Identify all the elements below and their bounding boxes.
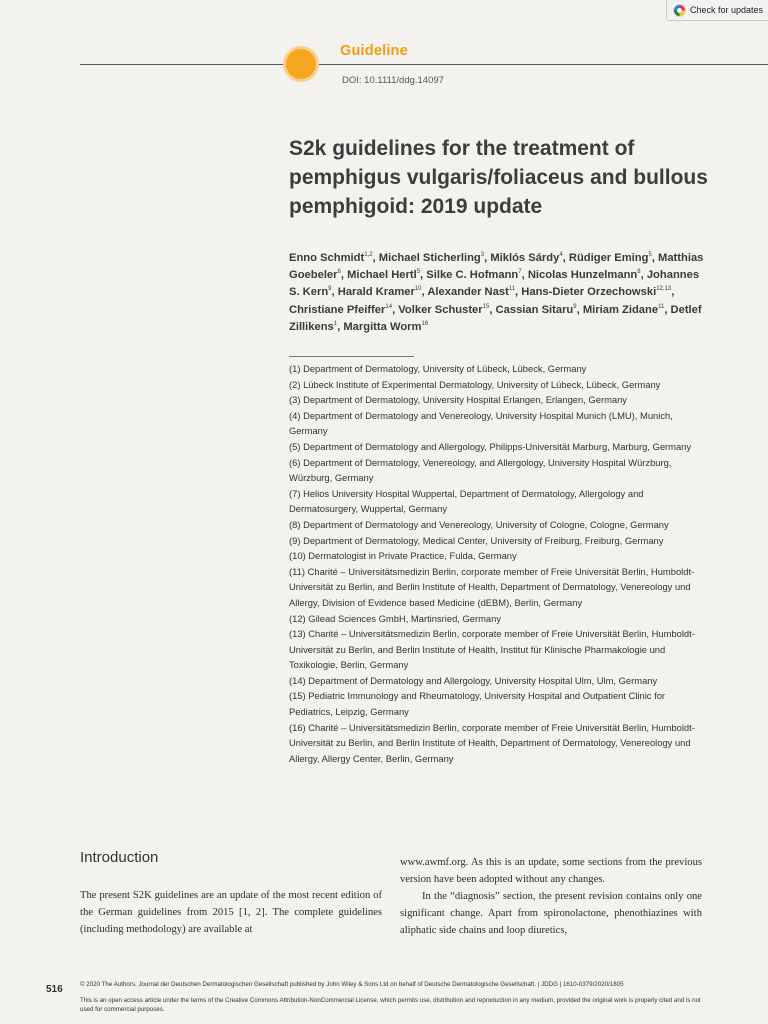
affiliation-item: (16) Charité – Universitätsmedizin Berlin, corporate member of Freie Universität Berlin, Humboldt-Universität zu Berlin, and Berlin Institute of Health, Department of Dermatology, Venereology und Allergy, Allergy Center, Berlin, Germany: [289, 721, 695, 764]
author-affiliation-ref: 9: [328, 286, 332, 293]
author-name: Detlef Zillikens: [289, 303, 702, 333]
author-affiliation-ref: 11: [508, 286, 516, 293]
author-affiliation-ref: 11: [658, 303, 665, 310]
author: [496, 304, 577, 316]
affiliation-item: (6) Department of Dermatology, Venereology, and Allergology, University Hospital Würzburg, Würzburg, Germany: [289, 456, 672, 484]
introduction-paragraph: www.awmf.org. As this is an update, some sections from the previous version have been adopted without any changes.: [400, 857, 702, 885]
introduction-paragraph: The present S2K guidelines are an update of the most recent edition of the German guidelines from 2015 [1, 2]. The complete guidelines (including methodology) are available at: [80, 890, 382, 935]
affiliation-item: (15) Pediatric Immunology and Rheumatology, University Hospital and Outpatient Clinic for Pediatrics, Leipzig, Germany: [289, 690, 666, 718]
author: [427, 286, 515, 298]
author-name: Silke C. Hofmann: [426, 269, 519, 282]
author-name: Michael Sticherling: [378, 252, 481, 264]
author-affiliation-ref: 7: [518, 269, 522, 276]
copyright-notice: © 2020 The Authors. Journal der Deutschen Dermatologischen Gesellschaft published by John Wiley & Sons Ltd on behalf of Deutsche Dermatologische Gesellschaft. | JDDG | 1610-0379/2020/1805: [80, 981, 624, 988]
affiliation-item: (2) Lübeck Institute of Experimental Dermatology, University of Lübeck, Lübeck, Germany: [289, 378, 661, 390]
author: [289, 304, 392, 316]
author: [347, 269, 420, 281]
author-affiliation-ref: 5: [648, 252, 652, 258]
affiliation-item: (11) Charité – Universitätsmedizin Berlin, corporate member of Freie Universität Berlin, Humboldt-Universität zu Berlin, and Berlin Institute of Health, Department of Dermatology, Venereology und Allergy, Division of Evidence based Medicine (dEBM), Berlin, Germany: [289, 565, 695, 608]
affiliation-item: (4) Department of Dermatology and Venereology, University Hospital Munich (LMU), Munich, Germany: [289, 409, 673, 437]
author-affiliation-ref: 5: [416, 269, 421, 276]
author-affiliation-ref: 12,13: [656, 286, 672, 293]
author: [289, 252, 373, 264]
section-marker-dot: [286, 49, 316, 79]
article-title: S2k guidelines for the treatment of pemphigus vulgaris/foliaceus and bullous pemphigoid: 2019 update: [289, 137, 708, 218]
author-name: Harald Kramer: [337, 286, 415, 299]
author-affiliation-ref: 14: [385, 303, 393, 310]
author-name: Rüdiger Eming: [568, 252, 649, 264]
author: [343, 321, 428, 333]
author-name: Michael Hertl: [347, 269, 417, 282]
author-name: Miklós Sárdy: [490, 252, 560, 264]
section-label: Guideline: [340, 43, 408, 59]
affiliation-item: (1) Department of Dermatology, University of Lübeck, Lübeck, Germany: [289, 363, 587, 374]
author: [426, 269, 521, 281]
author-affiliation-ref: 6: [337, 269, 341, 276]
author-affiliation-ref: 4: [559, 252, 563, 258]
author: [528, 269, 641, 281]
introduction-paragraph: In the “diagnosis” section, the present revision contains only one significant change. Apart from spironolactone, phenothiazines with aliphatic side chains and loop diuretics,: [400, 891, 702, 936]
author-name: Alexander Nast: [427, 286, 509, 299]
affiliation-item: (5) Department of Dermatology and Allergology, Philipps-Universität Marburg, Marburg, Germany: [289, 440, 692, 452]
author-name: Matthias Goebeler: [289, 252, 704, 282]
introduction-heading: Introduction: [80, 849, 159, 866]
author: [521, 286, 671, 298]
author-name: Cassian Sitaru: [495, 303, 574, 316]
check-for-updates-label: Check for updates: [690, 5, 764, 15]
affiliation-item: (8) Department of Dermatology and Venereology, University of Cologne, Cologne, Germany: [289, 518, 669, 530]
check-for-updates-button[interactable]: [666, 0, 768, 21]
affiliation-item: (3) Department of Dermatology, University Hospital Erlangen, Erlangen, Germany: [289, 394, 627, 406]
author: [398, 304, 489, 316]
author-divider: [289, 356, 414, 357]
author-affiliation-ref: 10: [414, 286, 422, 293]
author-name: Volker Schuster: [398, 303, 483, 316]
author: [583, 304, 664, 316]
author-affiliation-ref: 1: [333, 320, 338, 327]
author-affiliation-ref: 8: [637, 269, 641, 276]
author-affiliation-ref: 3: [480, 252, 485, 258]
author: [379, 252, 484, 264]
author-name: Enno Schmidt: [289, 252, 365, 264]
author-name: Christiane Pfeiffer: [289, 303, 386, 316]
author-name: Hans-Dieter Orzechowski: [521, 286, 657, 299]
affiliation-item: (7) Helios University Hospital Wuppertal, Department of Dermatology, Allergology and Dermatosurgery, Wuppertal, Germany: [289, 487, 644, 515]
affiliation-item: (13) Charité – Universitätsmedizin Berlin, corporate member of Freie Universität Berlin, Humboldt-Universität zu Berlin, and Berlin Institute of Health, Institut für Klinische Pharmakologie und Toxikologie, Berlin, Germany: [289, 628, 695, 671]
author: [490, 252, 562, 264]
author-name: Miriam Zidane: [582, 303, 659, 316]
author-affiliation-ref: 1,2: [364, 252, 373, 258]
author-affiliation-ref: 9: [573, 303, 577, 310]
license-notice: This is an open access article under the terms of the Creative Commons Attribution-NonCommercial License, which permits use, distribution and reproduction in any medium, provided the original work is properly cited and is not used for commercial purposes.: [80, 997, 701, 1013]
author-name: Johannes S. Kern: [289, 269, 700, 299]
author-name: Nicolas Hunzelmann: [527, 269, 638, 282]
crossmark-icon: [673, 4, 686, 17]
affiliation-item: (9) Department of Dermatology, Medical Center, University of Freiburg, Freiburg, Germany: [289, 534, 664, 546]
author-affiliation-ref: 16: [421, 320, 429, 327]
author-name: Margitta Worm: [343, 320, 422, 333]
author: [569, 252, 652, 264]
author-list: Enno Schmidt$^{1,2}$, Michael Sticherling$^3$, Miklós Sárdy$^4$, Rüdiger Eming$^5$, Matthias Goebeler$^6$, Michael Hertl$^5$, Silke C. Hofmann$^7$, Nicolas Hunzelmann$^8$, Johannes S. Kern$^9$, Harald Kramer$^{10}$, Alexander Nast$^{11}$, Hans-Dieter Orzechowski$^{12,13}$, Christiane Pfeiffer$^{14}$, Volker Schuster$^{15}$, Cassian Sitaru$^9$, Miriam Zidane$^{11}$, Detlef Zillikens$^1$, Margitta Worm$^{16}$: [289, 252, 704, 333]
author-affiliation-ref: 15: [482, 303, 490, 310]
affiliation-item: (12) Gilead Sciences GmbH, Martinsried, Germany: [289, 612, 502, 624]
doi[interactable]: DOI: 10.1111/ddg.14097: [342, 75, 444, 86]
header-rule: [80, 64, 768, 65]
affiliation-item: (14) Department of Dermatology and Allergology, University Hospital Ulm, Ulm, Germany: [289, 674, 658, 686]
author: [338, 286, 422, 298]
affiliation-item: (10) Dermatologist in Private Practice, Fulda, Germany: [289, 550, 517, 562]
affiliation-list: [289, 361, 709, 766]
page-number: 516: [46, 984, 63, 995]
